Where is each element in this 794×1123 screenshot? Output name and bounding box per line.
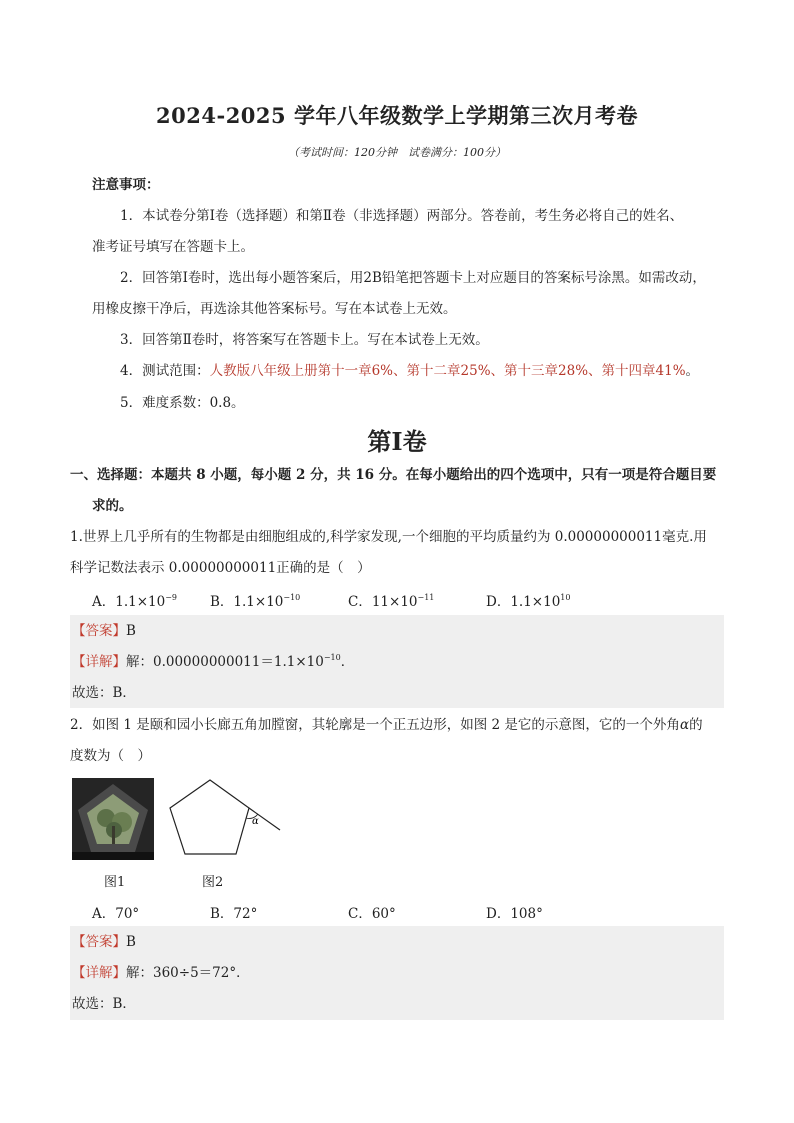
document-title: 2024-2025 学年八年级数学上学期第三次月考卷 xyxy=(156,103,638,128)
note-3: 3．回答第Ⅱ卷时，将答案写在答题卡上。写在本试卷上无效。 xyxy=(120,332,489,348)
answer-label: 【答案】 xyxy=(72,934,126,950)
option-label: C． xyxy=(348,906,372,922)
window-photo xyxy=(72,778,154,860)
note-1-line-1: 1．本试卷分第Ⅰ卷（选择题）和第Ⅱ卷（非选择题）两部分。答卷前，考生务必将自己的姓名、 xyxy=(120,208,684,224)
note-1-line-2: 准考证号填写在答题卡上。 xyxy=(92,239,254,255)
option-label: A． xyxy=(92,594,116,610)
option-exponent: −10 xyxy=(283,593,301,602)
q2-answer xyxy=(72,933,136,951)
option-exponent: −11 xyxy=(417,593,435,602)
note-2-line-2: 用橡皮擦干净后，再选涂其他答案标号。写在本试卷上无效。 xyxy=(92,301,457,317)
option-value: 108° xyxy=(510,906,543,922)
q2-option-a xyxy=(92,902,139,922)
part-1-rules: 本题共 8 小题，每小题 2 分，共 16 分。在每小题给出的四个选项中，只有一项是符合题目要 xyxy=(151,467,717,483)
option-value: 11×10 xyxy=(371,594,418,610)
option-value: 60° xyxy=(371,906,396,922)
option-value: 72° xyxy=(233,906,258,922)
q1-choose: 故选：B． xyxy=(72,685,136,701)
q1-answer xyxy=(72,622,136,640)
option-value: 1.1×10 xyxy=(510,594,561,610)
question-2-answer-box xyxy=(70,926,724,1020)
question-1-line-1: 1.世界上几乎所有的生物都是由细胞组成的,科学家发现,一个细胞的平均质量约为 0.00000000011毫克.用 xyxy=(70,529,707,545)
answer-value: B xyxy=(126,623,136,639)
detail-label: 【详解】 xyxy=(72,654,126,670)
detail-label: 【详解】 xyxy=(72,965,126,981)
option-label: B． xyxy=(210,594,234,610)
alpha-symbol: α xyxy=(679,717,690,733)
option-label: C． xyxy=(348,594,372,610)
option-exponent: 10 xyxy=(560,593,571,602)
option-value: 1.1×10 xyxy=(115,594,166,610)
answer-label: 【答案】 xyxy=(72,623,126,639)
notes-heading: 注意事项： xyxy=(92,177,160,193)
alpha-label: α xyxy=(252,816,259,827)
question-2-line-2: 度数为（ ） xyxy=(70,748,151,764)
option-label: B． xyxy=(210,906,234,922)
question-2-line-1 xyxy=(70,716,703,734)
part-1-heading: 一、选择题： xyxy=(70,467,151,483)
test-scope: 人教版八年级上册第十一章6%、第十二章25%、第十三章28%、第十四章41% xyxy=(209,363,686,379)
detail-end: ． xyxy=(340,654,355,670)
note-4-prefix: 4．测试范围： xyxy=(120,363,210,379)
option-value: 1.1×10 xyxy=(233,594,284,610)
q1-option-c xyxy=(348,590,434,610)
question-1-line-2: 科学记数法表示 0.00000000011正确的是（ ） xyxy=(70,560,371,576)
window-photo-image xyxy=(72,778,154,860)
note-4 xyxy=(120,362,699,380)
question-2-text: 2．如图 1 是颐和园小长廊五角加膛窗，其轮廓是一个正五边形，如图 2 是它的示意图，它的一个外角 xyxy=(70,717,680,733)
section-title: 第Ⅰ卷 xyxy=(367,427,427,456)
option-value: 70° xyxy=(115,906,140,922)
q1-option-d xyxy=(486,590,570,610)
question-2-options xyxy=(0,902,794,922)
option-label: D． xyxy=(486,906,511,922)
question-1-options xyxy=(0,590,794,610)
q1-option-a xyxy=(92,590,177,610)
detail-exponent: −10 xyxy=(323,653,341,662)
q2-option-c xyxy=(348,902,396,922)
question-2-text-end: 的 xyxy=(689,717,703,733)
q1-detail xyxy=(72,653,354,671)
q1-option-b xyxy=(210,590,300,610)
pentagon-diagram xyxy=(164,776,286,862)
option-label: D． xyxy=(486,594,511,610)
pentagon-shape xyxy=(170,780,249,854)
part-1-instructions xyxy=(70,466,716,484)
detail-text: 解：360÷5＝72°． xyxy=(126,965,250,981)
detail-text: 解：0.00000000011＝1.1×10 xyxy=(126,654,324,670)
q2-detail xyxy=(72,964,250,982)
option-label: A． xyxy=(92,906,116,922)
question-1-answer-box xyxy=(70,615,724,708)
q2-option-b xyxy=(210,902,257,922)
q2-option-d xyxy=(486,902,543,922)
note-2-line-1: 2．回答第Ⅰ卷时，选出每小题答案后，用2B铅笔把答题卡上对应题目的答案标号涂黑。如需改动， xyxy=(120,270,706,286)
note-5: 5．难度系数：0.8。 xyxy=(120,395,245,411)
answer-value: B xyxy=(126,934,136,950)
figure-1-caption: 图1 xyxy=(104,875,126,890)
figure-2-caption: 图2 xyxy=(202,875,224,890)
part-1-instructions-end: 求的。 xyxy=(92,498,133,514)
q2-choose: 故选：B． xyxy=(72,996,136,1012)
note-4-suffix: 。 xyxy=(685,363,700,379)
exam-info: （考试时间：120分钟 试卷满分：100分） xyxy=(288,146,506,159)
option-exponent: −9 xyxy=(165,593,178,602)
